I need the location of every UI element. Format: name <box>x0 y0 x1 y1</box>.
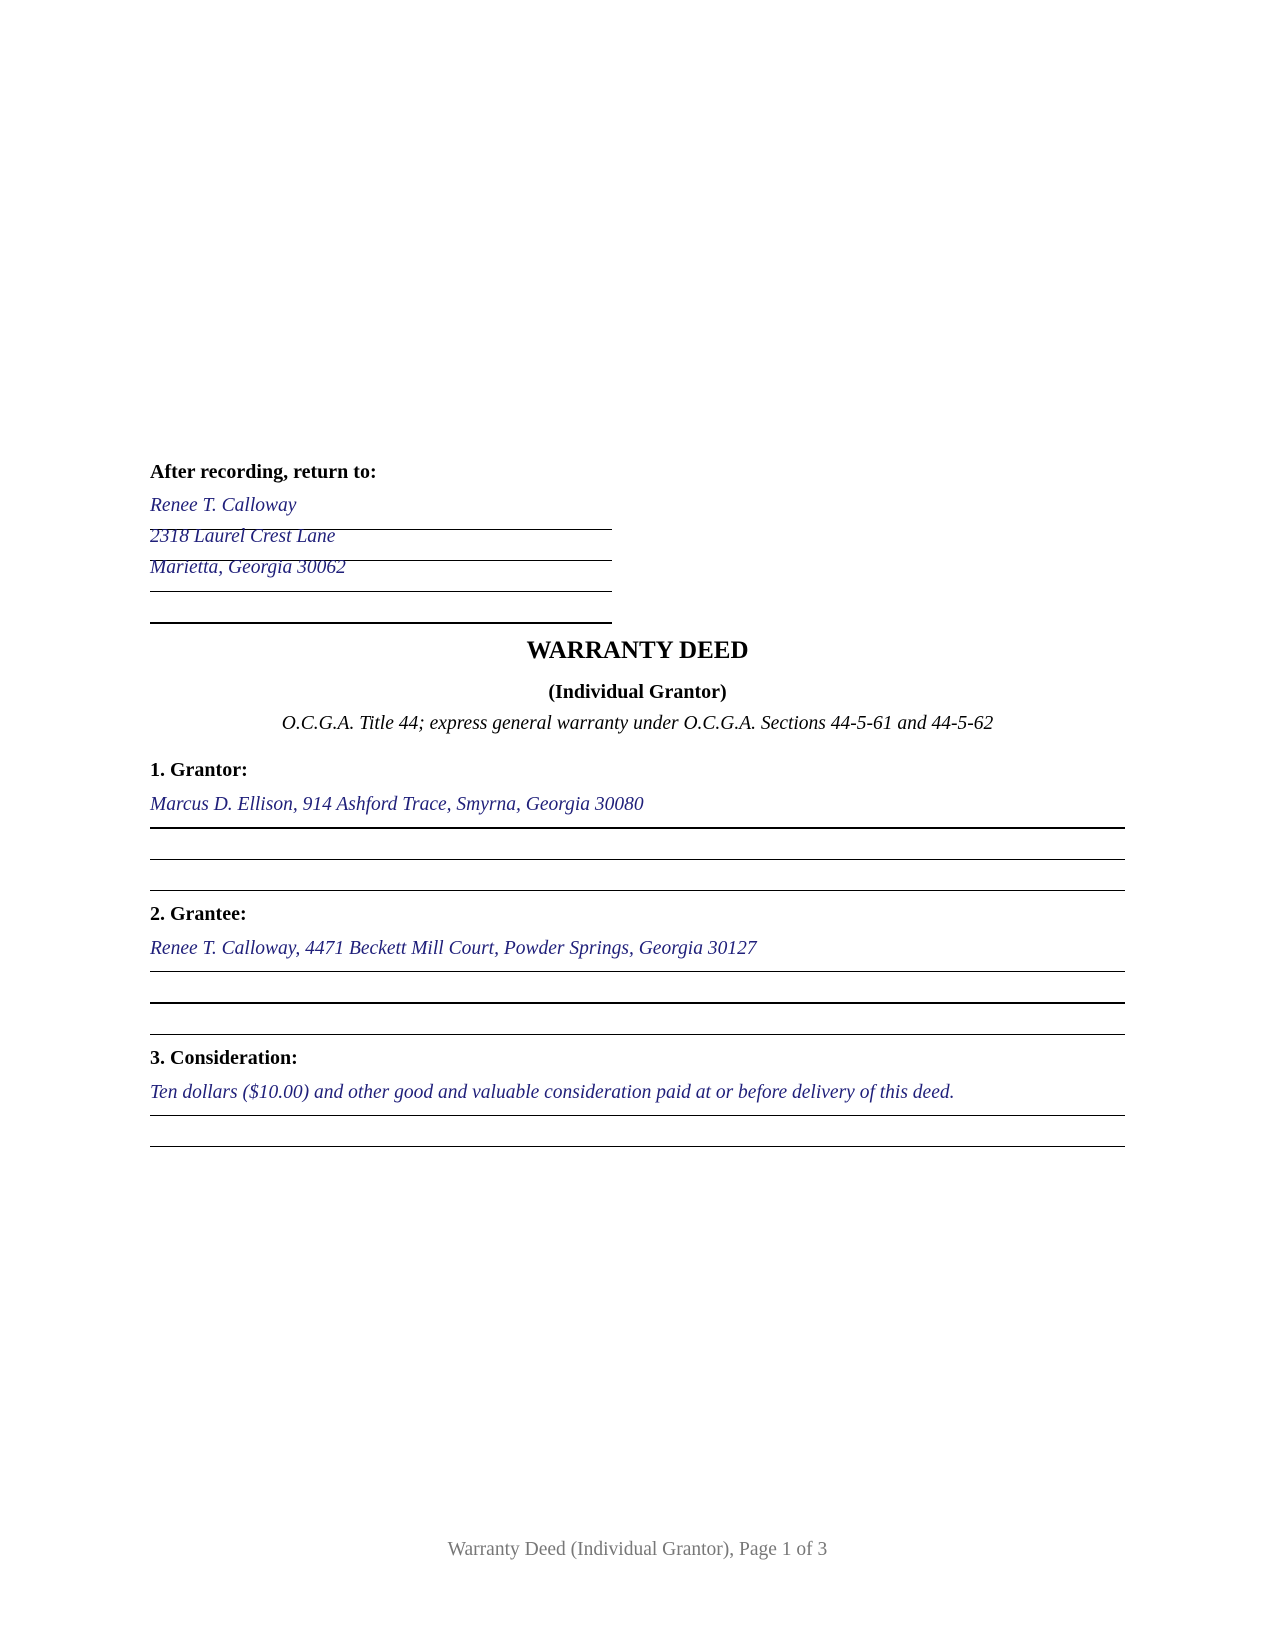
document-title: WARRANTY DEED <box>526 637 749 664</box>
grantor-line-2 <box>150 859 1125 860</box>
return-to-name[interactable]: Renee T. Calloway <box>150 495 297 516</box>
consideration-line-1 <box>150 1115 1125 1116</box>
grantee-value[interactable]: Renee T. Calloway, 4471 Beckett Mill Court, Powder Springs, Georgia 30127 <box>150 938 757 959</box>
grantor-line-3 <box>150 890 1125 891</box>
return-to-line-4 <box>150 622 612 624</box>
grantor-line-1 <box>150 827 1125 829</box>
grantor-value[interactable]: Marcus D. Ellison, 914 Ashford Trace, Smyrna, Georgia 30080 <box>150 794 644 815</box>
return-to-line-3 <box>150 591 612 592</box>
grantee-label: 2. Grantee: <box>150 903 247 925</box>
consideration-value[interactable]: Ten dollars ($10.00) and other good and valuable consideration paid at or before delivery of this deed. <box>150 1082 955 1103</box>
return-to-label: After recording, return to: <box>150 461 377 483</box>
consideration-label: 3. Consideration: <box>150 1047 298 1069</box>
grantor-label: 1. Grantor: <box>150 759 248 781</box>
grantee-line-2 <box>150 1002 1125 1004</box>
return-to-street[interactable]: 2318 Laurel Crest Lane <box>150 526 336 547</box>
grantee-line-3 <box>150 1034 1125 1035</box>
document-subtitle: (Individual Grantor) <box>548 681 727 703</box>
statute-reference: O.C.G.A. Title 44; express general warranty under O.C.G.A. Sections 44-5-61 and 44-5-62 <box>281 713 994 734</box>
page-footer: Warranty Deed (Individual Grantor), Page 1 of 3 <box>447 1539 828 1560</box>
grantee-line-1 <box>150 971 1125 972</box>
return-to-city[interactable]: Marietta, Georgia 30062 <box>150 557 346 578</box>
consideration-line-2 <box>150 1146 1125 1147</box>
